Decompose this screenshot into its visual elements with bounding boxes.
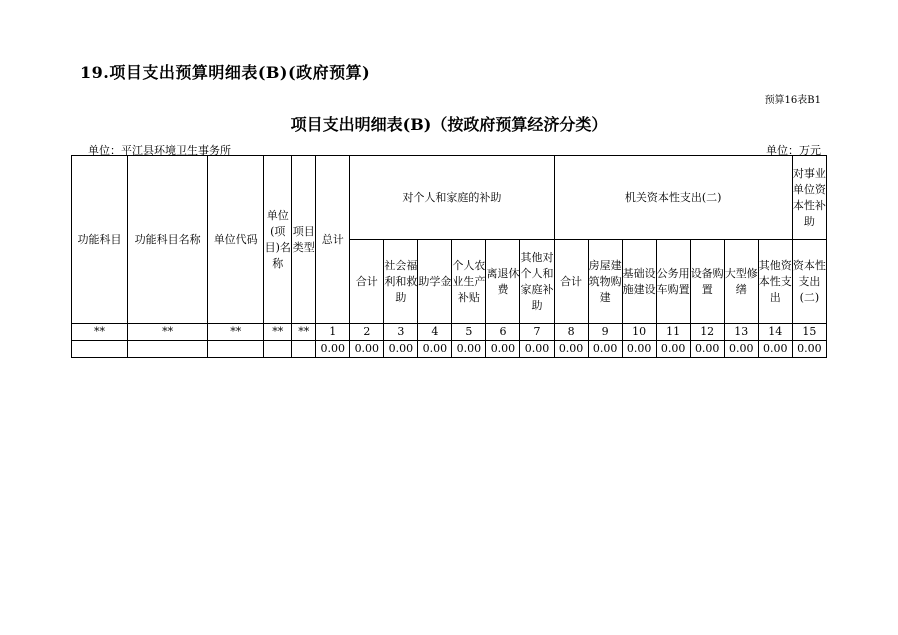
value-cell: 0.00	[588, 341, 622, 358]
index-cell: 1	[316, 324, 350, 341]
index-cell: **	[264, 324, 292, 341]
header-unit-code: 单位代码	[208, 156, 264, 324]
value-cell: 0.00	[758, 341, 792, 358]
index-cell: 13	[724, 324, 758, 341]
value-cell: 0.00	[554, 341, 588, 358]
value-cell: 0.00	[622, 341, 656, 358]
index-cell: 6	[486, 324, 520, 341]
header-total: 总计	[316, 156, 350, 324]
form-code: 预算16表B1	[764, 95, 821, 106]
header-unit-name: 单位(项目)名称	[264, 156, 292, 324]
header-agri-subsidy: 个人农业生产补贴	[452, 240, 486, 324]
value-cell: 0.00	[486, 341, 520, 358]
index-cell: 4	[418, 324, 452, 341]
value-cell: 0.00	[384, 341, 418, 358]
index-cell: 11	[656, 324, 690, 341]
index-cell: **	[292, 324, 316, 341]
header-other-capital: 其他资本性支出	[758, 240, 792, 324]
header-scholarship: 助学金	[418, 240, 452, 324]
index-cell: 2	[350, 324, 384, 341]
header-repair: 大型修缮	[724, 240, 758, 324]
header-project-type: 项目类型	[292, 156, 316, 324]
reporting-unit: 单位：平江县环境卫生事务所	[88, 144, 231, 157]
header-group-capital: 机关资本性支出(二)	[554, 156, 792, 240]
header-func-name: 功能科目名称	[128, 156, 208, 324]
value-cell	[208, 341, 264, 358]
value-cell: 0.00	[350, 341, 384, 358]
value-cell: 0.00	[452, 341, 486, 358]
header-personal-total: 合计	[350, 240, 384, 324]
index-cell: 10	[622, 324, 656, 341]
value-cell	[128, 341, 208, 358]
header-func-code: 功能科目	[72, 156, 128, 324]
header-capital-total: 合计	[554, 240, 588, 324]
table-title: 项目支出明细表(B)（按政府预算经济分类）	[290, 115, 608, 134]
value-cell: 0.00	[656, 341, 690, 358]
value-cell	[264, 341, 292, 358]
index-cell: 9	[588, 324, 622, 341]
header-equipment: 设备购置	[690, 240, 724, 324]
index-cell: 7	[520, 324, 554, 341]
index-cell: 3	[384, 324, 418, 341]
header-enterprise-capital: 资本性支出(二)	[792, 240, 826, 324]
header-group-personal: 对个人和家庭的补助	[350, 156, 554, 240]
value-cell	[72, 341, 128, 358]
index-cell: 5	[452, 324, 486, 341]
value-cell: 0.00	[690, 341, 724, 358]
index-cell: **	[128, 324, 208, 341]
index-cell: 14	[758, 324, 792, 341]
header-other-personal: 其他对个人和家庭补助	[520, 240, 554, 324]
header-enterprise-group: 对事业单位资本性补助	[792, 156, 826, 240]
value-row	[72, 341, 827, 358]
header-retirement: 离退休费	[486, 240, 520, 324]
header-infrastructure: 基础设施建设	[622, 240, 656, 324]
index-cell: **	[72, 324, 128, 341]
header-vehicle: 公务用车购置	[656, 240, 690, 324]
header-building: 房屋建筑物购建	[588, 240, 622, 324]
value-cell: 0.00	[792, 341, 826, 358]
value-cell: 0.00	[418, 341, 452, 358]
value-cell: 0.00	[724, 341, 758, 358]
index-row	[72, 324, 827, 341]
page-heading: 19.项目支出预算明细表(B)(政府预算)	[80, 63, 371, 82]
index-cell: 15	[792, 324, 826, 341]
index-cell: 12	[690, 324, 724, 341]
index-cell: 8	[554, 324, 588, 341]
value-cell: 0.00	[520, 341, 554, 358]
value-cell: 0.00	[316, 341, 350, 358]
header-social-welfare: 社会福利和救助	[384, 240, 418, 324]
currency-unit: 单位：万元	[766, 144, 821, 157]
budget-table	[71, 155, 827, 358]
index-cell: **	[208, 324, 264, 341]
value-cell	[292, 341, 316, 358]
